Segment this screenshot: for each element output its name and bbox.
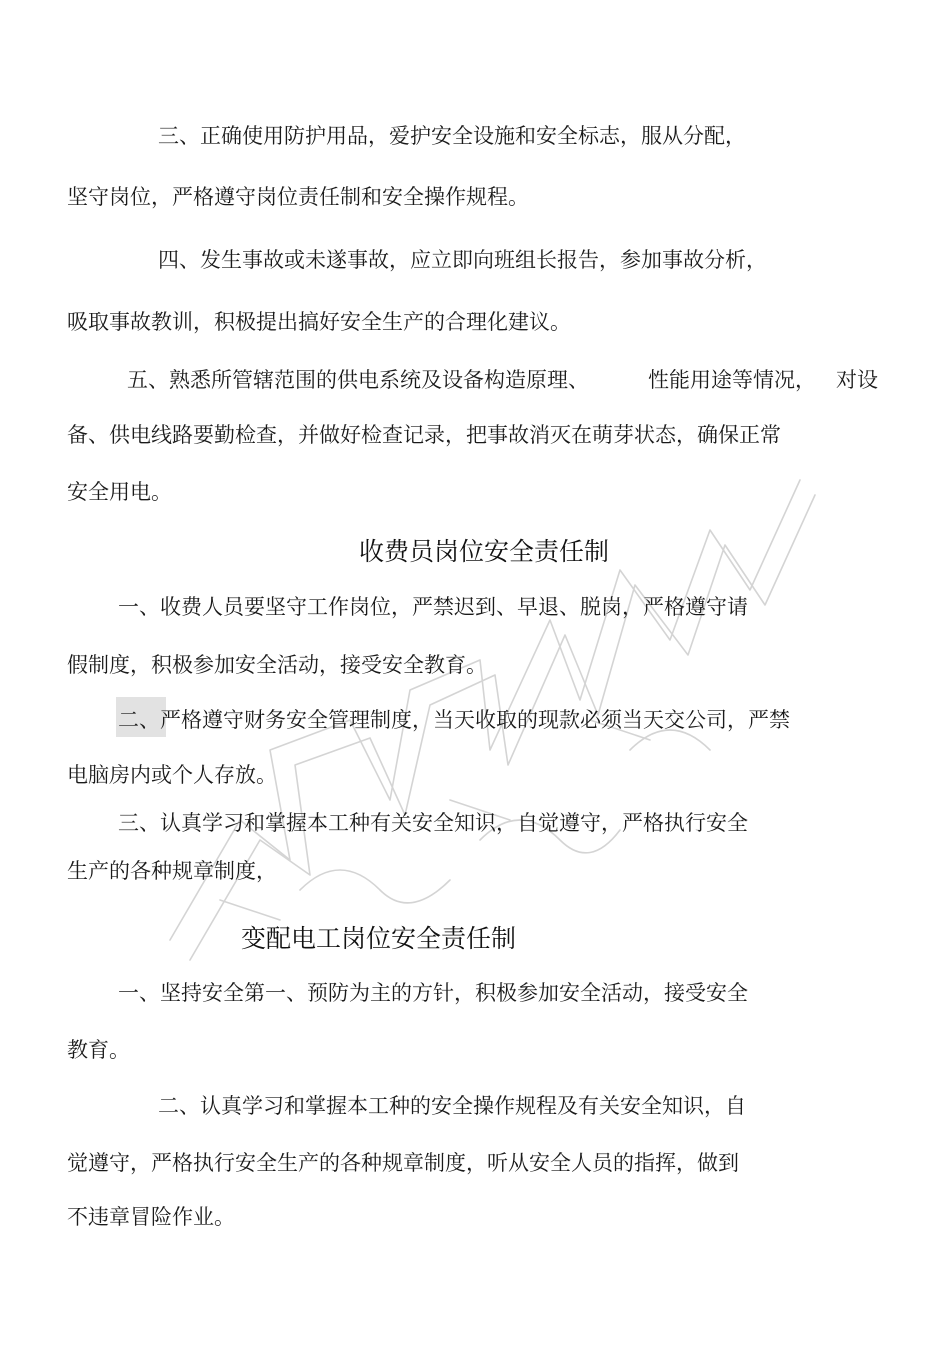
paragraph-5-line-1a: 五、熟悉所管辖范围的供电系统及设备构造原理、 (127, 368, 589, 392)
cashier-item-2-line-2: 电脑房内或个人存放。 (67, 763, 277, 787)
electrician-item-1-line-2: 教育。 (67, 1038, 130, 1062)
paragraph-5-line-2: 备、供电线路要勤检查，并做好检查记录，把事故消灭在萌芽状态，确保正常 (67, 423, 781, 447)
cashier-item-1-line-2: 假制度，积极参加安全活动，接受安全教育。 (67, 653, 487, 677)
electrician-item-2-line-3: 不违章冒险作业。 (67, 1205, 235, 1229)
electrician-item-1-line-1: 一、坚持安全第一、预防为主的方针，积极参加安全活动，接受安全 (118, 981, 748, 1005)
paragraph-4-line-2: 吸取事故教训，积极提出搞好安全生产的合理化建议。 (67, 310, 571, 334)
paragraph-5-line-3: 安全用电。 (67, 480, 172, 504)
paragraph-5-line-1b: 性能用途等情况， (648, 368, 816, 392)
paragraph-3-line-1: 三、正确使用防护用品，爱护安全设施和安全标志，服从分配， (158, 124, 746, 148)
paragraph-3-line-2: 坚守岗位，严格遵守岗位责任制和安全操作规程。 (67, 185, 529, 209)
electrician-item-2-line-2: 觉遵守，严格执行安全生产的各种规章制度，听从安全人员的指挥，做到 (67, 1151, 739, 1175)
watermark-graphic (150, 420, 830, 980)
section-title-cashier: 收费员岗位安全责任制 (359, 537, 610, 566)
electrician-item-2-line-1: 二、认真学习和掌握本工种的安全操作规程及有关安全知识，自 (158, 1094, 746, 1118)
paragraph-5-line-1c: 对设 (836, 368, 878, 392)
paragraph-4-line-1: 四、发生事故或未遂事故，应立即向班组长报告，参加事故分析， (158, 248, 767, 272)
cashier-item-3-line-2: 生产的各种规章制度， (67, 859, 277, 883)
cashier-item-2-line-1: 二、严格遵守财务安全管理制度，当天收取的现款必须当天交公司，严禁 (118, 708, 790, 732)
section-title-electrician: 变配电工岗位安全责任制 (241, 924, 517, 953)
cashier-item-1-line-1: 一、收费人员要坚守工作岗位，严禁迟到、早退、脱岗，严格遵守请 (118, 595, 748, 619)
cashier-item-3-line-1: 三、认真学习和掌握本工种有关安全知识，自觉遵守，严格执行安全 (118, 811, 748, 835)
